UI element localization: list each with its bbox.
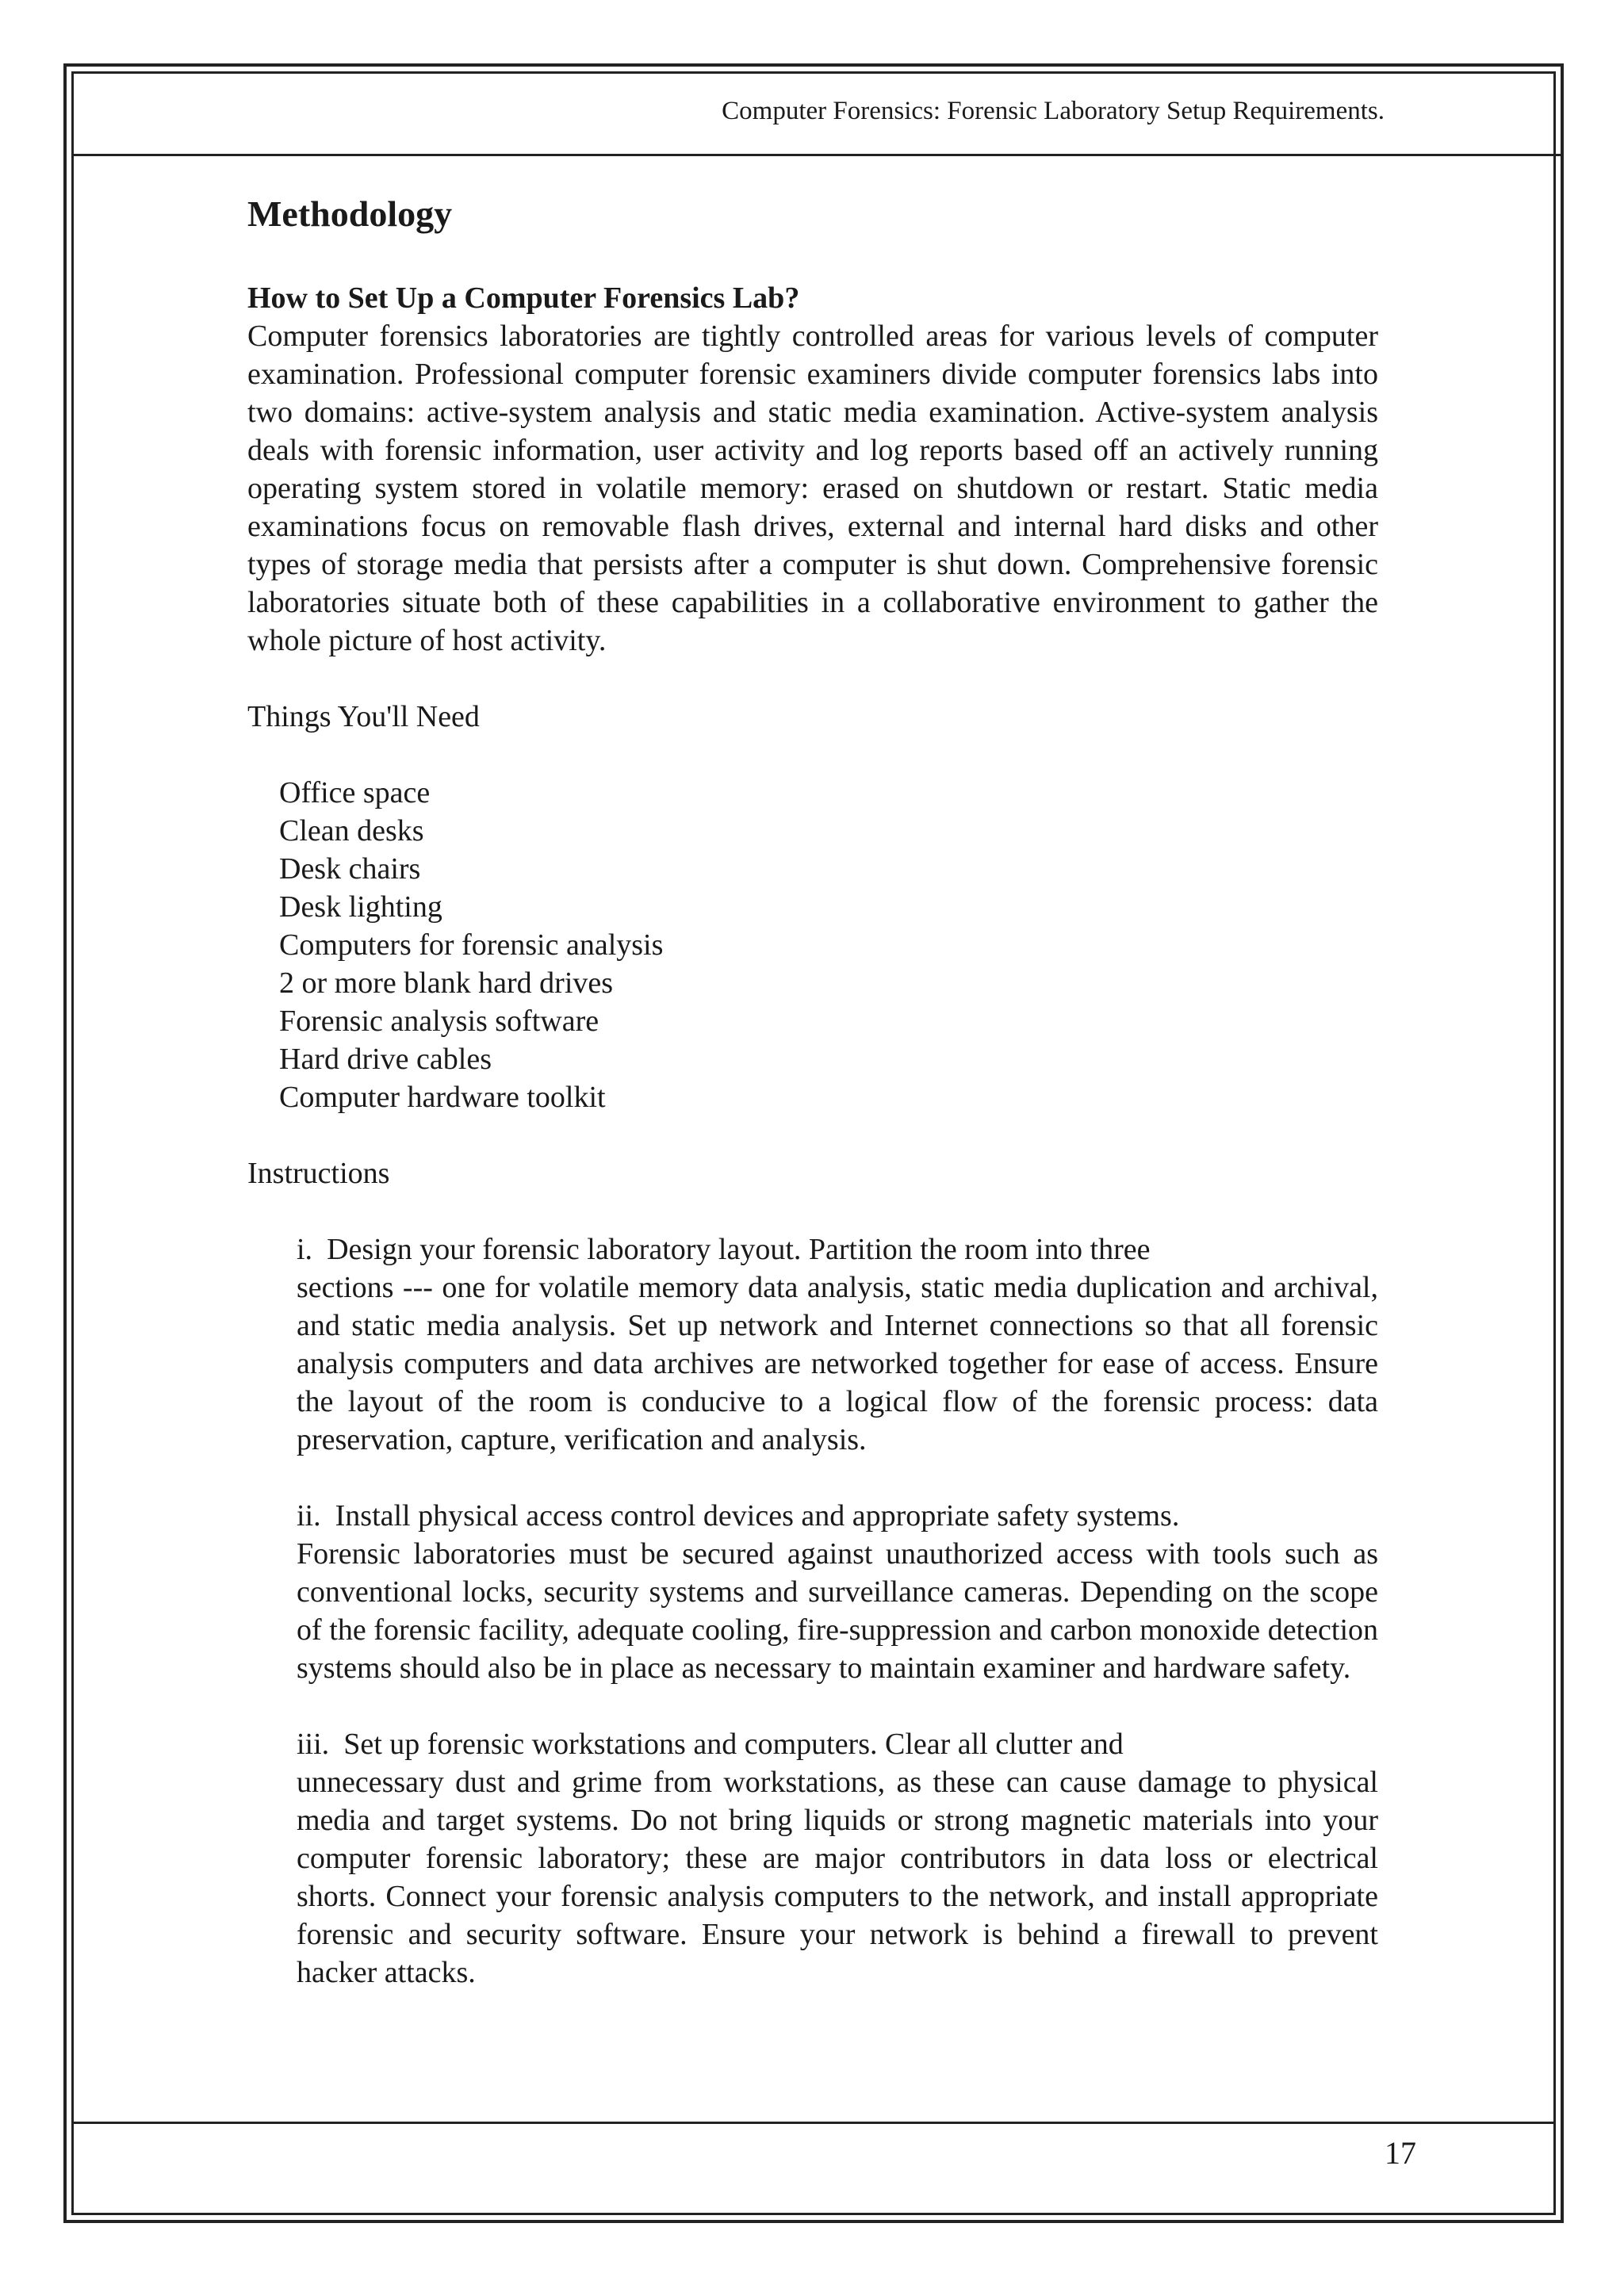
header-divider (71, 154, 1562, 156)
list-item: Desk chairs (279, 852, 421, 886)
list-item: Hard drive cables (279, 1043, 492, 1076)
step-body: unnecessary dust and grime from workstations, as these can cause damage to physical media and target systems. Do not bring liquids or strong magnetic materials into your computer forensic laboratory; these are major contributors in data loss or electrical shorts. Connect your forensic analysis computers to the network, and install appropriate forensic and security software. Ensure your network is behind a firewall to prevent hacker attacks. (297, 1766, 1378, 1989)
step-number: ii. (297, 1499, 321, 1533)
instruction-step (297, 1230, 1378, 1459)
step-heading: Install physical access control devices and appropriate safety systems. (335, 1499, 1180, 1533)
instruction-step (297, 1497, 1378, 1687)
step-body: sections --- one for volatile memory data analysis, static media duplication and archival, and static media analysis. Set up network and Internet connections so that all forensic analysis computers and data archives are networked together for ease of access. Ensure the layout of the room is conducive to a logical flow of the forensic process: data preservation, capture, verification and analysis. (297, 1271, 1378, 1456)
running-header: Computer Forensics: Forensic Laboratory Setup Requirements. (722, 97, 1385, 125)
page-number: 17 (1385, 2135, 1416, 2171)
step-heading: Design your forensic laboratory layout. Partition the room into three (327, 1233, 1151, 1266)
step-number: i. (297, 1233, 313, 1266)
step-number: iii. (297, 1728, 330, 1761)
instruction-step (297, 1725, 1378, 1992)
page-content (247, 190, 1378, 2030)
list-item: Computer hardware toolkit (279, 1081, 606, 1114)
section-subtitle: How to Set Up a Computer Forensics Lab? (247, 281, 800, 315)
list-item: Forensic analysis software (279, 1004, 599, 1038)
intro-paragraph: Computer forensics laboratories are tightly controlled areas for various levels of computer examination. Professional computer forensic examiners divide computer forensics labs into two domains: active-system analysis and static media examination. Active-system analysis deals with forensic information, user activity and log reports based off an actively running operating system stored in volatile memory: erased on shutdown or restart. Static media examinations focus on removable flash drives, external and internal hard disks and other types of storage media that persists after a computer is shut down. Comprehensive forensic laboratories situate both of these capabilities in a collaborative environment to gather the whole picture of host activity. (247, 320, 1378, 657)
step-heading-line (297, 1230, 1378, 1269)
footer-divider (71, 2122, 1556, 2124)
list-item: Computers for forensic analysis (279, 928, 664, 962)
step-heading-line (297, 1497, 1378, 1535)
instructions-label: Instructions (247, 1157, 390, 1190)
step-heading: Set up forensic workstations and computers. Clear all clutter and (343, 1728, 1124, 1761)
step-body: Forensic laboratories must be secured against unauthorized access with tools such as conventional locks, security systems and surveillance cameras. Depending on the scope of the forensic facility, adequate cooling, fire-suppression and carbon monoxide detection systems should also be in place as necessary to maintain examiner and hardware safety. (297, 1537, 1378, 1685)
step-heading-line (297, 1725, 1378, 1763)
needs-label: Things You'll Need (247, 700, 480, 733)
list-item: 2 or more blank hard drives (279, 966, 614, 1000)
instructions-list (247, 1230, 1378, 1992)
needs-list (247, 774, 1378, 1116)
list-item: Desk lighting (279, 890, 442, 924)
section-title: Methodology (247, 193, 453, 234)
list-item: Office space (279, 776, 431, 809)
list-item: Clean desks (279, 814, 424, 848)
